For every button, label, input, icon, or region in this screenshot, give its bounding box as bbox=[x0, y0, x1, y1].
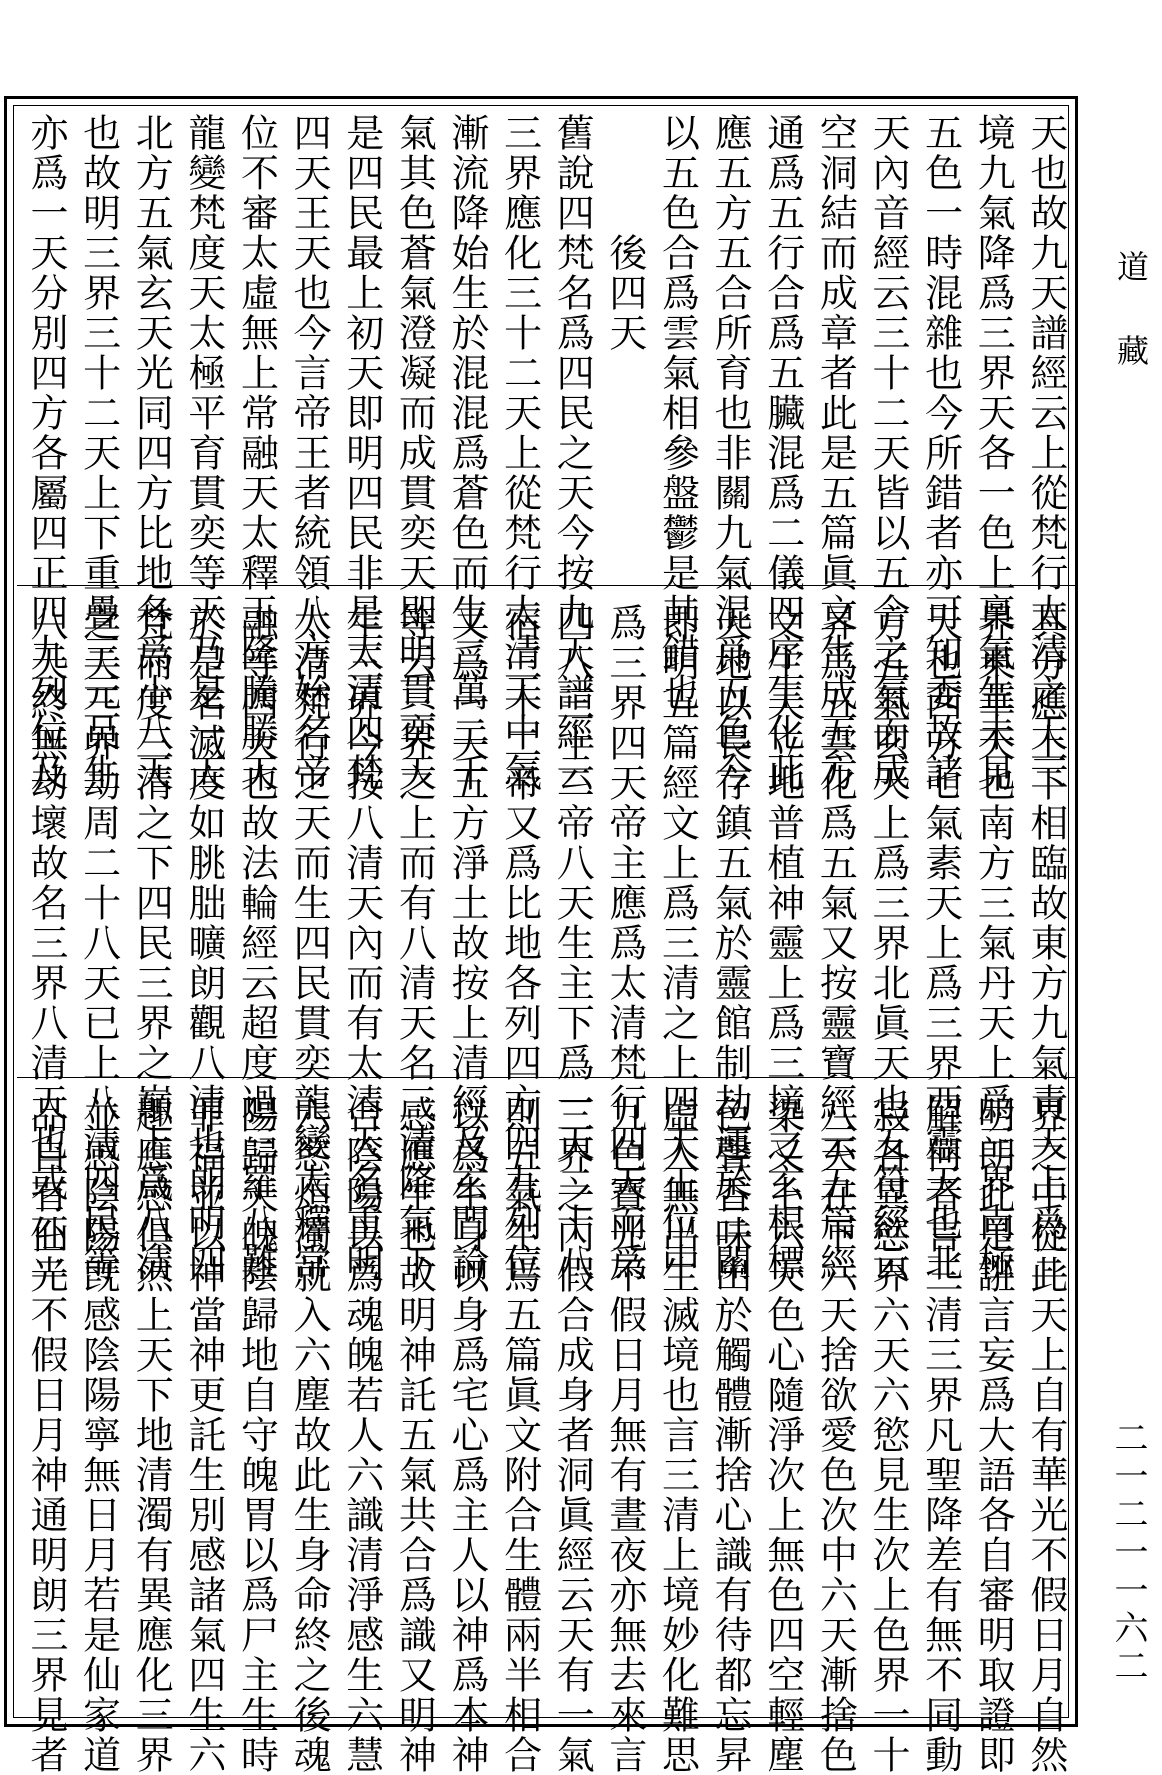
text-column: 等云三界之上而有八清天名三清降氣下 bbox=[392, 603, 437, 1283]
text-column: 於是名滅度如朓朏曠朗觀八清也朗明四 bbox=[181, 603, 226, 1283]
text-column: 染又上六天色心隨淨次上無色四空輕塵 bbox=[760, 1095, 805, 1775]
text-column: 爲三界四天帝主應爲太清梵行四天而爲 bbox=[602, 603, 647, 1283]
side-label-bottom: 二一二一一六二 bbox=[1108, 1420, 1148, 1686]
text-column: 天內音經云三十二天皆以五合之氣而成 bbox=[866, 113, 910, 793]
text-column: 太清梵行之天而生四民貫奕龍變太釋常 bbox=[287, 603, 332, 1283]
text-column: 氣其色蒼氣澄凝而成貫奕天即明貫奕天 bbox=[392, 113, 437, 793]
text-column: 位不審太虛無上常融天太釋玉隆騰勝天 bbox=[234, 113, 279, 793]
text-column: 三界應化三十二天上從梵行太清天中氣 bbox=[497, 113, 542, 793]
text-column: 則五氣生焉五篇眞文附合生體兩半相合 bbox=[497, 1095, 542, 1775]
text-column: 色聲香味出於觸體漸捨心識有待都忘昇 bbox=[708, 1095, 753, 1775]
text-column: 龍變梵度天太極平育貫奕等天乃是一天 bbox=[181, 113, 226, 793]
text-column: 九色寶光不假日月無有晝夜亦無去來言 bbox=[602, 1095, 647, 1775]
text-column: 品自有仙光不假日月神通明朗三界見者 bbox=[24, 1095, 68, 1775]
text-column: 舊說四梵名爲四民之天今按九天譜經云 bbox=[550, 113, 595, 793]
text-column: 後四天 bbox=[602, 113, 647, 353]
page-border bbox=[4, 96, 1078, 1775]
text-column: 應五方五合所育也非關九氣混爲五色今 bbox=[708, 113, 753, 793]
text-column: 八天在下六天捨欲愛色次中六天漸捨色 bbox=[813, 1095, 858, 1775]
text-column: 界東華天也南方三氣丹天上爲三界南極 bbox=[971, 603, 1016, 1283]
text-column: 文生天立地普植神靈上爲三境之玄根標 bbox=[760, 603, 805, 1283]
text-column: 天地以長存鎮五氣於靈館制劫運於三關 bbox=[708, 603, 753, 1283]
text-column: 其分應上下相臨故東方九氣青天上爲三 bbox=[1023, 603, 1068, 1283]
side-label-top: 道藏 bbox=[1112, 250, 1150, 418]
text-column: 漸流降始生於混混爲蒼色而生二萬二千 bbox=[445, 113, 489, 793]
text-column: 宿三十二帝又爲比地各列四方四九列位 bbox=[497, 603, 542, 1283]
text-column: 是四民最上初天即明四民非是太清四梵 bbox=[339, 113, 384, 793]
text-column: 即明五篇經文上爲三清之上四天王位中 bbox=[655, 603, 700, 1283]
register-divider-2 bbox=[17, 1077, 1075, 1078]
text-column: 以爲生身以身爲宅心爲主人以神爲本神 bbox=[445, 1095, 489, 1775]
text-column: 寂各異慾界六天六慾見生次上色界一十 bbox=[866, 1095, 910, 1775]
text-column: 以五色合爲雲氣相參盤鬱是其錯也 bbox=[655, 113, 700, 713]
text-column: 解何者言三清三界凡聖降差有無不同動 bbox=[918, 1095, 963, 1775]
text-column: 罪福並以神當神更託生別感諸氣四生六 bbox=[181, 1095, 226, 1775]
text-column: 之天三界劫周二十八天已上八清四民等 bbox=[76, 603, 121, 1283]
register-middle bbox=[17, 603, 1075, 1283]
text-column: 北方五氣玄天光同四方比地各爲小八天 bbox=[129, 113, 174, 793]
text-column: 合陰陽以爲魂魄若人六識清淨感生六慧 bbox=[339, 1095, 384, 1775]
text-column: 四天王天也今言帝王者統領八方始名帝 bbox=[287, 113, 332, 793]
text-column: 通爲五行合爲五臟混爲二儀四序生化此 bbox=[760, 113, 805, 793]
text-column: 方五氣玄天上爲三界北眞天也五符經云 bbox=[866, 603, 910, 1283]
text-column: 界之中從此天上自有華光不假日月自然 bbox=[1023, 1095, 1068, 1775]
text-column: 三界之內假合成身者洞眞經云天有一氣 bbox=[550, 1095, 595, 1775]
text-column: 六慾煩濁就入六塵故此生身命終之後魂 bbox=[287, 1095, 332, 1775]
register-bottom bbox=[17, 1095, 1075, 1775]
text-column: 空洞結而成章者此是五篇眞文生成五方 bbox=[813, 113, 858, 793]
text-column: 虛入無出生滅境也言三清上境妙化難思 bbox=[655, 1095, 700, 1775]
text-column: 融等四天也故法輪經云超度過三羅八難 bbox=[234, 603, 279, 1283]
text-column: 並感陰陽旣感陰陽寧無日月若是仙家道 bbox=[76, 1095, 121, 1775]
text-column: 八天終無劫壞故名三界八清天也或云三 bbox=[24, 603, 68, 1283]
text-column: 又爲一天五方淨土故按上清經及玄門論 bbox=[445, 603, 489, 1283]
register-divider-1 bbox=[17, 585, 1075, 586]
register-top bbox=[17, 113, 1075, 793]
text-column: 生三界今按八清天內而有太清天名重明 bbox=[339, 603, 384, 1283]
text-column: 天也故九天譜經云上從梵行太清之天三 bbox=[1023, 113, 1068, 793]
text-column: 趣應感俱然上天下地清濁有異應化三界 bbox=[129, 1095, 174, 1775]
text-column: 亦爲一天分別四方各屬四正四九列位及 bbox=[24, 113, 68, 793]
text-column: 五色一時混雜也今所錯者亦可知委故諸 bbox=[918, 113, 963, 793]
text-column: 陽歸天魄陰歸地自守魄胃以爲尸主生時 bbox=[234, 1095, 279, 1775]
text-column: 也故明三界三十二天上下重疊三元品生 bbox=[76, 113, 121, 793]
text-column: 感應生也故明神託五氣共合爲識又明神 bbox=[392, 1095, 437, 1775]
text-column: 境九氣降爲三界天各一色上稟氣生未見 bbox=[971, 113, 1016, 793]
text-column: 四八三十二帝八天生主下爲一天二十八 bbox=[550, 603, 595, 1283]
text-column: 明朗此是誑言妄爲大語各自審明取證即 bbox=[971, 1095, 1016, 1775]
text-column: 昇爲五雲化爲五氣又按靈寶經云五篇經 bbox=[813, 603, 858, 1283]
text-column: 天也西方七氣素天上爲三界西靈天也北 bbox=[918, 603, 963, 1283]
text-column: 梵而度三清之下四民三界之巔上爲八清 bbox=[129, 603, 174, 1283]
